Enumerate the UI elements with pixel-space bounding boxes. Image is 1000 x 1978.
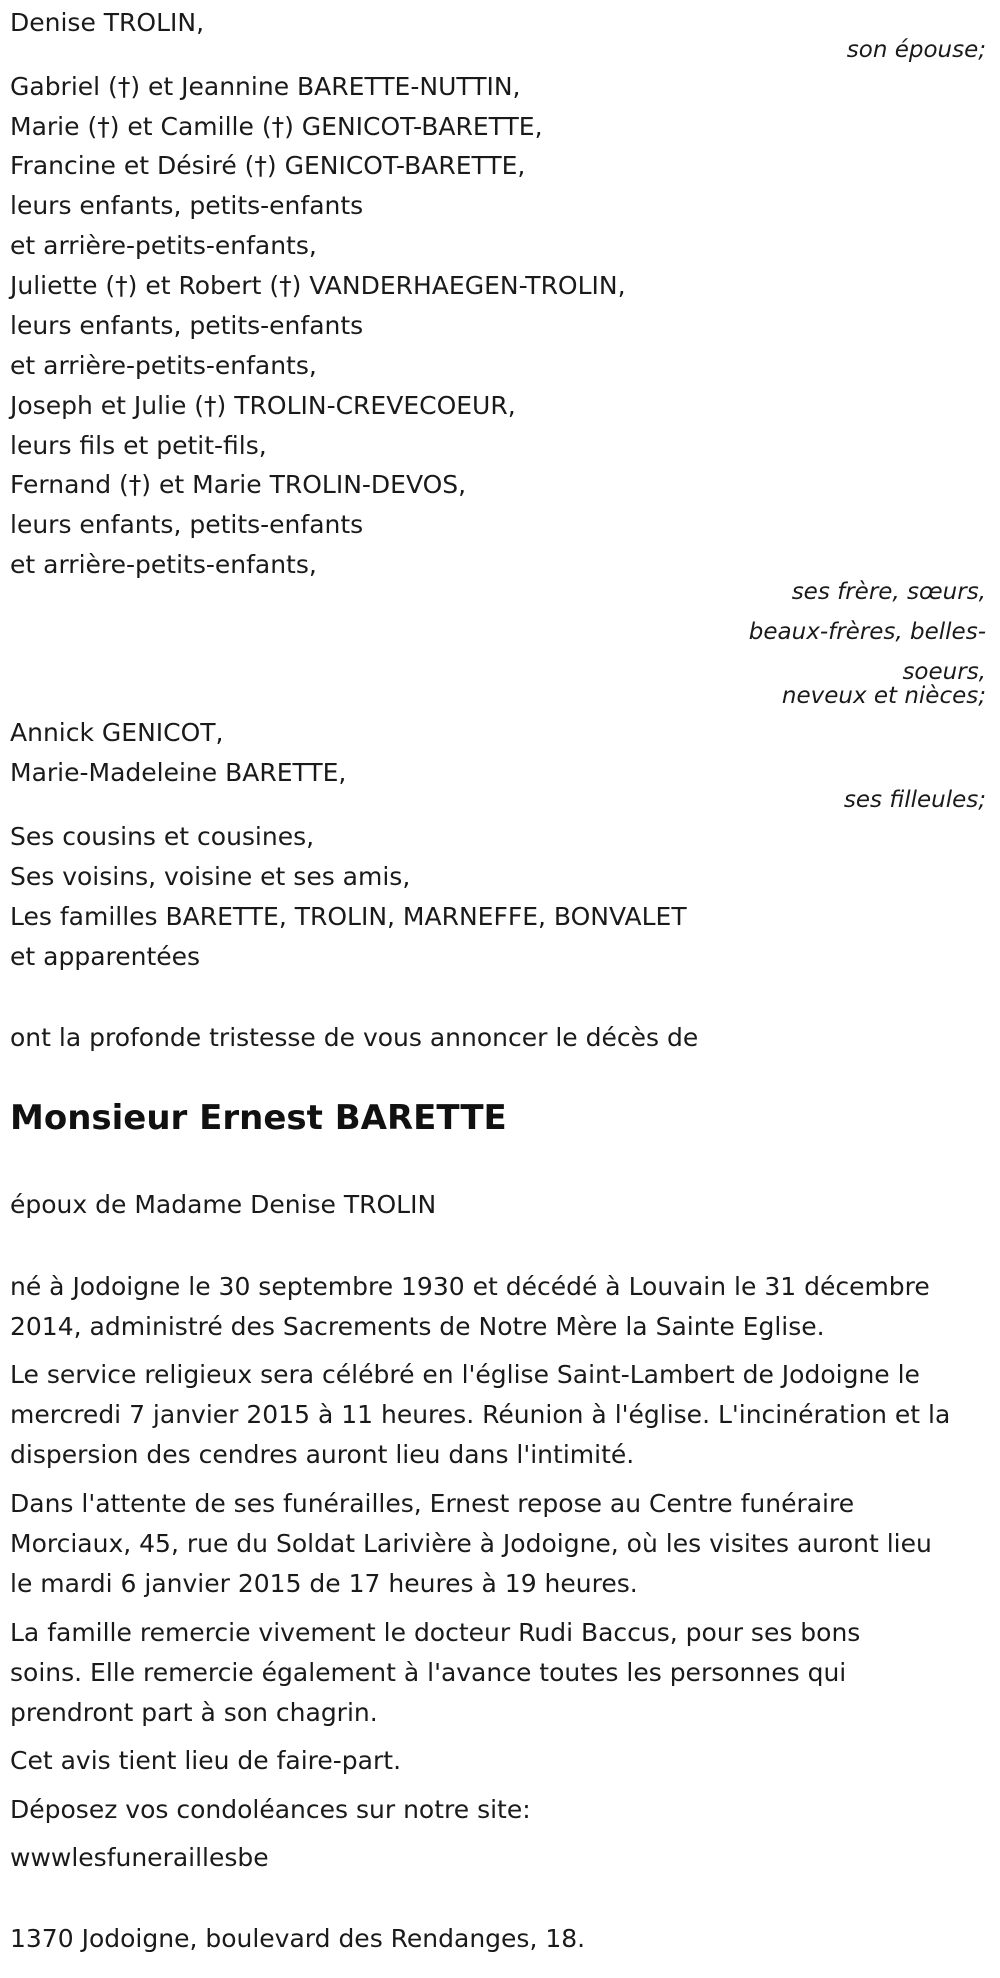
family-line: Les familles BARETTE, TROLIN, MARNEFFE, BONVALET <box>10 902 687 931</box>
body-line: mercredi 7 janvier 2015 à 11 heures. Réunion à l'église. L'incinération et la <box>10 1400 951 1429</box>
website-text: wwwlesfuneraillesbe <box>10 1843 269 1872</box>
family-line: Juliette (†) et Robert (†) VANDERHAEGEN-TROLIN, <box>10 271 626 300</box>
body-line: prendront part à son chagrin. <box>10 1698 378 1727</box>
relation-label: son épouse; <box>846 37 986 63</box>
announcement-text: ont la profonde tristesse de vous annoncer le décès de <box>10 1023 699 1052</box>
body-line: le mardi 6 janvier 2015 de 17 heures à 19 heures. <box>10 1569 638 1598</box>
family-line: Denise TROLIN, <box>10 8 205 37</box>
family-line: Ses voisins, voisine et ses amis, <box>10 862 411 891</box>
body-line: Morciaux, 45, rue du Soldat Larivière à Jodoigne, où les visites auront lieu <box>10 1529 932 1558</box>
family-line: Ses cousins et cousines, <box>10 822 315 851</box>
relation-label: soeurs, <box>902 659 986 685</box>
family-line: leurs enfants, petits-enfants <box>10 191 364 220</box>
address-line: 1370 Jodoigne, boulevard des Rendanges, 18. <box>10 1924 586 1953</box>
relation-label: beaux-frères, belles- <box>748 619 986 645</box>
relation-label: ses filleules; <box>843 787 986 813</box>
family-line: Marie-Madeleine BARETTE, <box>10 758 347 787</box>
body-line: La famille remercie vivement le docteur Rudi Baccus, pour ses bons <box>10 1618 861 1647</box>
body-line: Le service religieux sera célébré en l'église Saint-Lambert de Jodoigne le <box>10 1360 920 1389</box>
body-line: Dans l'attente de ses funérailles, Ernest repose au Centre funéraire <box>10 1489 855 1518</box>
relation-label: ses frère, sœurs, <box>791 579 986 605</box>
family-line: Francine et Désiré (†) GENICOT-BARETTE, <box>10 151 526 180</box>
family-line: Annick GENICOT, <box>10 718 224 747</box>
family-line: et arrière-petits-enfants, <box>10 231 317 260</box>
body-line: soins. Elle remercie également à l'avance toutes les personnes qui <box>10 1658 847 1687</box>
family-line: Joseph et Julie (†) TROLIN-CREVECOEUR, <box>10 391 516 420</box>
body-line: Cet avis tient lieu de faire-part. <box>10 1746 402 1775</box>
body-line: 2014, administré des Sacrements de Notre Mère la Sainte Eglise. <box>10 1312 825 1341</box>
body-line: dispersion des cendres auront lieu dans l'intimité. <box>10 1440 635 1469</box>
family-line: et apparentées <box>10 942 201 971</box>
spouse-line: époux de Madame Denise TROLIN <box>10 1190 437 1219</box>
family-line: Gabriel (†) et Jeannine BARETTE-NUTTIN, <box>10 72 521 101</box>
body-line: né à Jodoigne le 30 septembre 1930 et décédé à Louvain le 31 décembre <box>10 1272 930 1301</box>
family-line: leurs enfants, petits-enfants <box>10 311 364 340</box>
family-line: Marie (†) et Camille (†) GENICOT-BARETTE, <box>10 112 543 141</box>
body-line: Déposez vos condoléances sur notre site: <box>10 1795 531 1824</box>
family-line: et arrière-petits-enfants, <box>10 351 317 380</box>
family-line: leurs fils et petit-fils, <box>10 431 267 460</box>
family-line: et arrière-petits-enfants, <box>10 550 317 579</box>
deceased-name: Monsieur Ernest BARETTE <box>10 1098 507 1138</box>
family-line: leurs enfants, petits-enfants <box>10 510 364 539</box>
relation-label: neveux et nièces; <box>781 683 986 709</box>
family-line: Fernand (†) et Marie TROLIN-DEVOS, <box>10 470 467 499</box>
